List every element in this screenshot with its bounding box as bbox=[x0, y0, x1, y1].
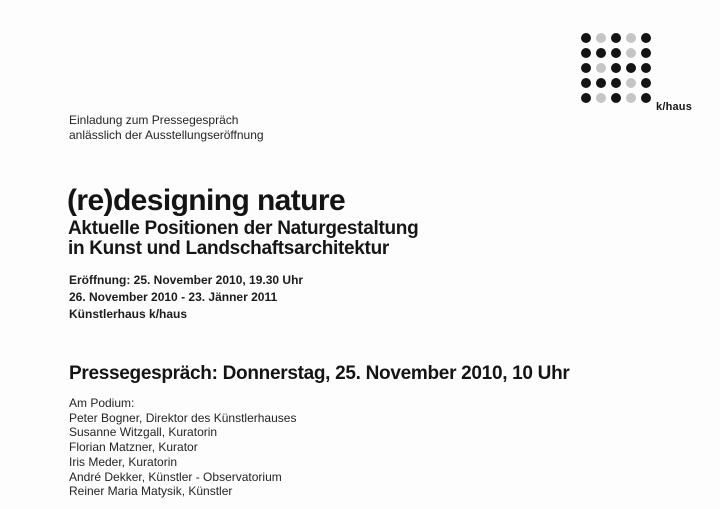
logo-dot-black bbox=[611, 93, 621, 103]
logo-dot-black bbox=[611, 78, 621, 88]
logo-dot-gray bbox=[626, 48, 636, 58]
logo-dot-gray bbox=[626, 78, 636, 88]
logo-dot-black bbox=[596, 48, 606, 58]
logo-dot-black bbox=[626, 63, 636, 73]
subtitle-line-2: in Kunst und Landschaftsarchitektur bbox=[68, 237, 389, 259]
logo-dot-black bbox=[611, 33, 621, 43]
logo-dot-black bbox=[596, 78, 606, 88]
podium-label: Am Podium: bbox=[69, 396, 135, 410]
logo-dot-black bbox=[581, 63, 591, 73]
logo-dot-gray bbox=[596, 93, 606, 103]
logo-dot-black bbox=[641, 48, 651, 58]
podium-participant: André Dekker, Künstler - Observatorium bbox=[69, 469, 282, 484]
logo-dot-black bbox=[581, 48, 591, 58]
logo-dot-black bbox=[641, 78, 651, 88]
logo-dot-black bbox=[611, 48, 621, 58]
podium-list bbox=[69, 396, 296, 499]
khaus-logo-icon bbox=[578, 30, 653, 105]
intro-line-1: Einladung zum Pressegespräch bbox=[69, 113, 239, 127]
invitation-intro bbox=[69, 113, 264, 143]
logo-dot-black bbox=[641, 33, 651, 43]
logo-dot-black bbox=[641, 63, 651, 73]
logo-dot-black bbox=[581, 33, 591, 43]
exhibition-dates bbox=[69, 272, 303, 323]
logo-dot-black bbox=[611, 63, 621, 73]
exhibition-subtitle bbox=[68, 219, 418, 258]
podium-participant: Iris Meder, Kuratorin bbox=[69, 454, 178, 469]
logo-dot-black bbox=[581, 78, 591, 88]
logo-dot-gray bbox=[596, 63, 606, 73]
logo-dot-black bbox=[581, 93, 591, 103]
subtitle-line-1: Aktuelle Positionen der Naturgestaltung bbox=[68, 218, 419, 239]
logo-dot-gray bbox=[626, 33, 636, 43]
logo-dot-gray bbox=[596, 33, 606, 43]
intro-line-2: anlässlich der Ausstellungseröffnung bbox=[69, 128, 264, 142]
press-conference-heading: Pressegespräch: Donnerstag, 25. November 2010, 10 Uhr bbox=[69, 363, 570, 384]
khaus-logo-label: k/haus bbox=[656, 101, 693, 113]
logo-dot-gray bbox=[626, 93, 636, 103]
podium-participant: Susanne Witzgall, Kuratorin bbox=[69, 425, 218, 440]
exhibition-duration: 26. November 2010 - 23. Jänner 2011 bbox=[69, 290, 278, 304]
podium-participant: Florian Matzner, Kurator bbox=[69, 440, 198, 455]
podium-participant: Peter Bogner, Direktor des Künstlerhauses bbox=[69, 410, 297, 425]
exhibition-title: (re)designing nature bbox=[67, 184, 346, 217]
venue-name: Künstlerhaus k/haus bbox=[69, 307, 188, 321]
podium-participant: Reiner Maria Matysik, Künstler bbox=[69, 484, 233, 499]
logo-dot-black bbox=[641, 93, 651, 103]
opening-date: Eröffnung: 25. November 2010, 19.30 Uhr bbox=[69, 273, 304, 287]
